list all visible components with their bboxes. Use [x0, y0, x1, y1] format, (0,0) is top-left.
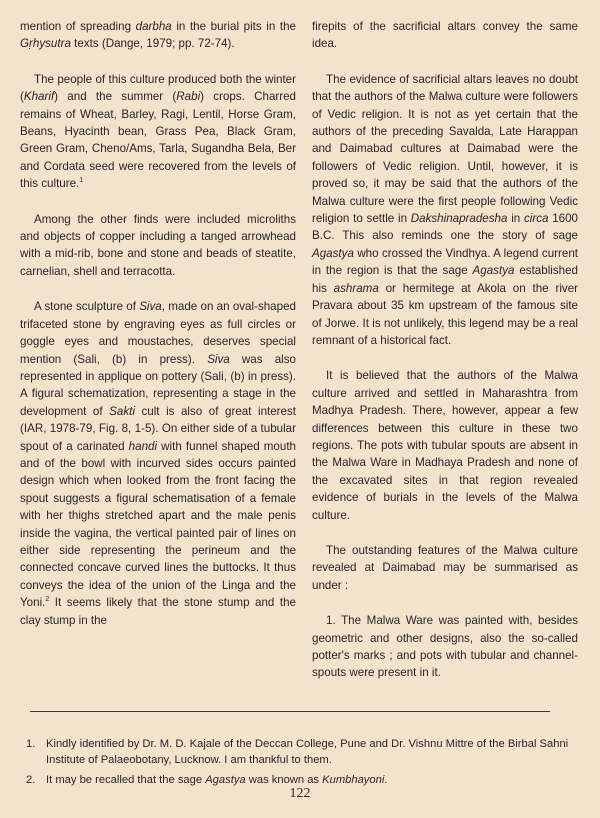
italic-term: Agastya: [472, 264, 515, 278]
footnote-marker: 1: [79, 177, 84, 185]
footnote-number: 2.: [26, 774, 36, 786]
footnote-text: It may be recalled that the sage Agastya was known as Kumbhayoni.: [46, 774, 388, 786]
italic-term: Agastya: [312, 246, 354, 260]
footnote-marker: 2: [45, 596, 50, 604]
italic-term: darbha: [135, 20, 172, 33]
paragraph: firepits of the sacrificial altars convey the same idea.: [312, 20, 578, 51]
italic-term: Siva: [207, 352, 230, 366]
paragraph: The outstanding features of the Malwa culture revealed at Daimabad may be summarised as under :: [312, 543, 578, 592]
italic-term: Kharif: [23, 90, 55, 104]
footnote-divider: [30, 711, 550, 712]
footnote: [26, 736, 574, 768]
italic-term: Kumbhayoni: [322, 774, 385, 786]
paragraph: The people of this culture produced both the winter (Kharif) and the summer (Rabi) crops. Charred remains of Wheat, Barley, Ragi, Lentil, Horse Gram, Beans, Hyacinth bean, Grass Pea, Black Gram, Green Gram, Cheno/Ams, Tarla, Sugandha Bela, Ber and Cordata seed were recovered from the levels of this culture.$^1$: [20, 72, 297, 191]
italic-term: Agastya: [205, 774, 246, 786]
italic-term: circa: [523, 212, 549, 226]
italic-term: Siva: [139, 300, 162, 314]
italic-term: Rabi: [176, 90, 201, 104]
italic-term: ashrama: [333, 281, 379, 295]
right-column: [312, 18, 578, 700]
paragraph: Among the other finds were included microliths and objects of copper including a tanged arrowhead with a mid-rib, bone and stone and beads of steatite, carnelian, shell and terracotta.: [20, 212, 296, 278]
paragraph: A stone sculpture of Siva, made on an oval-shaped trifaceted stone by engraving eyes as full circles or goggle eyes and moustaches, deserves special mention (Sali, (b) in press). Siva was also represented in applique on pottery (Sali, (b) in press). A figural schematization, representing a stage in the development of Sakti cult is also of great interest (IAR, 1978-79, Fig. 8, 1-5). On either side of a tubular spout of a carinated handi with funnel shaped mouth and of the bowl with incurved sides occurs painted design which when looked from the front facing the spout suggests a figural schematisation of a female with her thighs stretched apart and the male penis inside the vagina, the vertical painted pair of lines on either side representing the perineum and the connected concave curved lines the buttocks. It thus conveys the idea of the union of the Linga and the Yoni.$^2$ It seems likely that the stone stump and the clay stump in the: [20, 300, 297, 627]
paragraph: 1. The Malwa Ware was painted with, besides geometric and other designs, also the so-called potter's marks ; and pots with tubular and channel-spouts were present in it.: [312, 614, 578, 680]
footnotes: [26, 736, 574, 792]
left-column: [20, 18, 296, 647]
italic-term: Dakshinapradesha: [410, 212, 508, 226]
page-number: 122: [289, 786, 311, 801]
italic-term: Sakti: [109, 404, 135, 418]
paragraph: The evidence of sacrificial altars leaves no doubt that the authors of the Malwa culture were followers of Vedic religion. It is not as yet certain that the authors of the preceding Savalda, Late Harappan and Daimabad cultures at Daimabad were the followers of Vedic religion. Until, however, it is proved so, it may be said that the authors of the Malwa culture were the first people following Vedic religion to settle in Dakshinapradesha in circa 1600 B.C. This also reminds one the story of sage Agastya who crossed the Vindhya. A legend current in the region is that the sage Agastya established his ashrama or hermitege at Akola on the river Pravara about 35 km upstream of the famous site of Jorwe. It is not unlikely, this legend may be a real remnant of a historical fact.: [312, 72, 579, 347]
footnote-number: 1.: [26, 738, 36, 750]
italic-term: handi: [128, 439, 158, 453]
italic-term: Gṛhysutra: [20, 37, 71, 51]
paragraph: mention of spreading darbha in the burial pits in the Gṛhysutra texts (Dange, 1979; pp. 72-74).: [20, 20, 296, 51]
paragraph: It is believed that the authors of the Malwa culture arrived and settled in Maharashtra from Madhya Pradesh. There, however, appear a few differences between this culture in these two regions. The pots with tubular spouts are absent in the Malwa Ware in Madhaya Pradesh and none of the excavated sites in that region revealed evidence of burials in the levels of the Malwa culture.: [312, 369, 578, 522]
footnote-text: Kindly identified by Dr. M. D. Kajale of the Deccan College, Pune and Dr. Vishnu Mittre of the Birbal Sahni Institute of Palaeobotany, Lucknow. I am thankful to them.: [46, 738, 569, 766]
